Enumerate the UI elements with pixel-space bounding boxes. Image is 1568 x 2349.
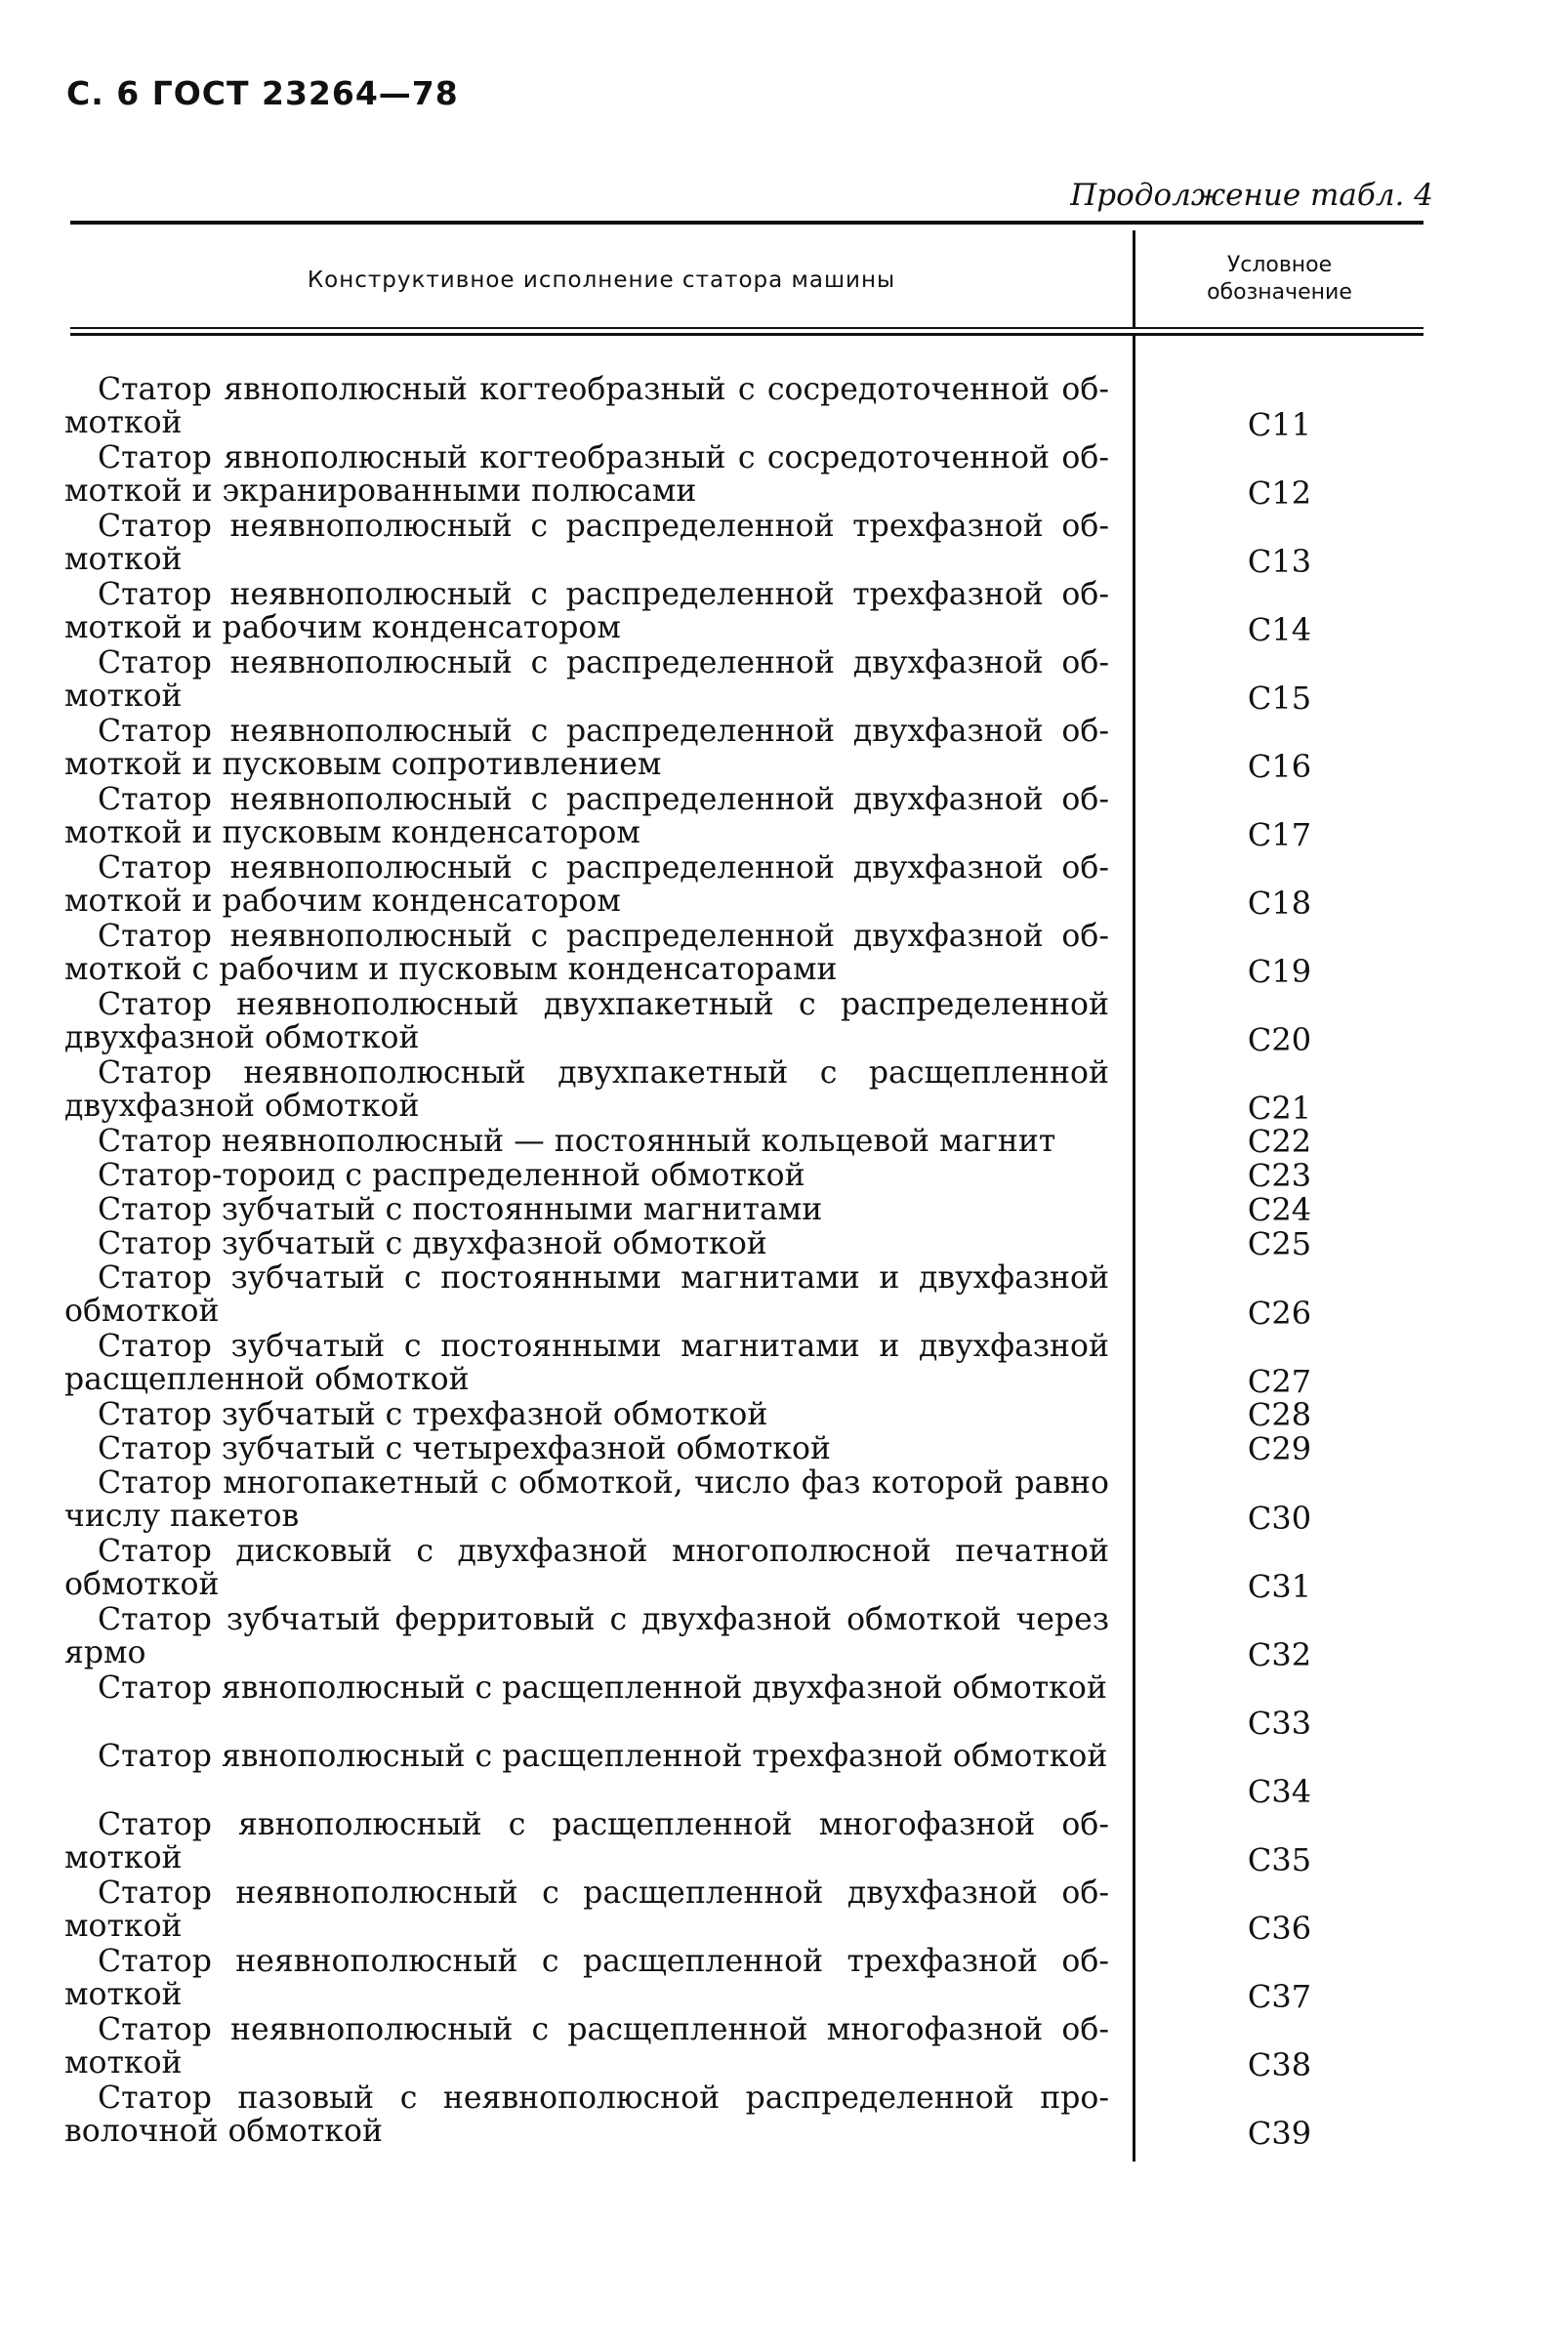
column-header-code-line1: Условное — [1226, 253, 1333, 277]
row-code: С39 — [1247, 2115, 1312, 2152]
table-row — [64, 715, 1424, 783]
row-description: Статор зубчатый с трехфазной обмоткой — [98, 1397, 768, 1432]
row-description: Статор неявнополюсный с распределенной двухфазной обмоткой с рабочим и пусковым конденсаторами — [64, 919, 1109, 987]
table-row — [64, 1603, 1424, 1671]
table-row — [64, 1671, 1424, 1740]
table-row — [64, 783, 1424, 851]
row-code: С26 — [1247, 1295, 1312, 1332]
row-description: Статор явнополюсный с расщепленной двухфазной обмоткой — [98, 1670, 1107, 1706]
table-row — [64, 988, 1424, 1056]
row-description: Статор зубчатый с постоянными магнитами и двухфазной обмоткой — [64, 1260, 1109, 1329]
row-description: Статор неявнополюсный с распределенной двухфазной обмоткой и пусковым конденсатором — [64, 782, 1109, 850]
row-code: С31 — [1247, 1568, 1312, 1605]
row-code: С33 — [1247, 1705, 1312, 1742]
row-description: Статор пазовый с неявнополюсной распределенной проволочной обмоткой — [64, 2081, 1109, 2149]
row-code: С24 — [1247, 1191, 1312, 1228]
row-code: С35 — [1247, 1841, 1312, 1878]
row-code: С15 — [1247, 680, 1312, 717]
row-description: Статор неявнополюсный с расщепленной трехфазной обмоткой — [64, 1944, 1109, 2012]
table-row — [64, 1535, 1424, 1603]
table-top-rule — [70, 221, 1424, 225]
table-row — [64, 1398, 1424, 1432]
table-row — [64, 1740, 1424, 1808]
row-code: С28 — [1247, 1396, 1312, 1433]
row-description: Статор неявнополюсный с распределенной трехфазной обмоткой — [64, 509, 1109, 577]
table-row — [64, 1330, 1424, 1398]
row-description: Статор многопакетный с обмоткой, число фаз которой равно числу пакетов — [64, 1465, 1109, 1534]
row-code: С22 — [1247, 1123, 1312, 1160]
row-description: Статор зубчатый с постоянными магнитами — [98, 1192, 823, 1227]
table-row — [64, 1945, 1424, 2013]
row-description: Статор неявнополюсный — постоянный кольцевой магнит — [98, 1124, 1056, 1159]
row-description: Статор-тороид с распределенной обмоткой — [98, 1158, 805, 1193]
row-code: С23 — [1247, 1157, 1312, 1194]
table-row — [64, 510, 1424, 578]
row-code: С12 — [1247, 474, 1312, 512]
table-row — [64, 920, 1424, 988]
row-code: С11 — [1247, 406, 1312, 443]
table-row — [64, 2081, 1424, 2150]
row-code: С19 — [1247, 953, 1312, 990]
row-description: Статор явнополюсный когтеобразный с сосредоточенной обмоткой и экранированными полюсами — [64, 440, 1109, 509]
table-row — [64, 441, 1424, 510]
row-description: Статор неявнополюсный с распределенной двухфазной обмоткой и рабочим конденсатором — [64, 850, 1109, 919]
table-row — [64, 1261, 1424, 1330]
row-code: С27 — [1247, 1363, 1312, 1400]
row-description: Статор неявнополюсный с расщепленной двухфазной обмоткой — [64, 1875, 1109, 1944]
row-description: Статор неявнополюсный с распределенной двухфазной обмоткой и пусковым сопротивлением — [64, 714, 1109, 782]
table-row — [64, 851, 1424, 920]
row-code: С29 — [1247, 1430, 1312, 1467]
row-code: С30 — [1247, 1500, 1312, 1537]
row-code: С36 — [1247, 1910, 1312, 1947]
row-description: Статор явнополюсный когтеобразный с сосредоточенной обмоткой — [64, 372, 1109, 440]
table-row — [64, 1056, 1424, 1125]
table-row — [64, 1159, 1424, 1193]
table-row — [64, 1432, 1424, 1466]
row-code: С20 — [1247, 1021, 1312, 1058]
table-row — [64, 1125, 1424, 1159]
row-code: С38 — [1247, 2046, 1312, 2083]
table-row — [64, 1227, 1424, 1261]
row-description: Статор зубчатый с постоянными магнитами и двухфазной расщепленной обмоткой — [64, 1329, 1109, 1397]
row-description: Статор неявнополюсный с распределенной двухфазной обмоткой — [64, 645, 1109, 714]
table-row — [64, 646, 1424, 715]
row-code: С32 — [1247, 1636, 1312, 1673]
table-body — [64, 373, 1424, 2150]
table-row — [64, 578, 1424, 646]
page-header: С. 6 ГОСТ 23264—78 — [66, 74, 459, 112]
table-row — [64, 2013, 1424, 2081]
row-description: Статор дисковый с двухфазной многополюсной печатной обмоткой — [64, 1534, 1109, 1602]
table-continuation-label: Продолжение табл. 4 — [1070, 178, 1433, 213]
row-description: Статор неявнополюсный двухпакетный с распределенной двухфазной обмоткой — [64, 987, 1109, 1055]
table-row — [64, 1193, 1424, 1227]
table-row — [64, 373, 1424, 441]
row-code: С34 — [1247, 1773, 1312, 1810]
row-description: Статор неявнополюсный двухпакетный с расщепленной двухфазной обмоткой — [64, 1055, 1109, 1124]
row-code: С37 — [1247, 1978, 1312, 2015]
row-description: Статор зубчатый с четырехфазной обмоткой — [98, 1431, 831, 1466]
row-description: Статор неявнополюсный с расщепленной многофазной обмоткой — [64, 2012, 1109, 2081]
row-description: Статор неявнополюсный с распределенной трехфазной обмоткой и рабочим конденсатором — [64, 577, 1109, 645]
row-description: Статор явнополюсный с расщепленной многофазной обмоткой — [64, 1807, 1109, 1875]
row-code: С13 — [1247, 543, 1312, 580]
row-code: С18 — [1247, 885, 1312, 922]
table-row — [64, 1876, 1424, 1945]
table-row — [64, 1466, 1424, 1535]
row-code: С16 — [1247, 748, 1312, 785]
row-code: С25 — [1247, 1225, 1312, 1262]
header-rule-double — [70, 333, 1424, 336]
row-description: Статор зубчатый с двухфазной обмоткой — [98, 1226, 767, 1261]
table-row — [64, 1808, 1424, 1876]
header-rule — [70, 327, 1424, 329]
row-description: Статор зубчатый ферритовый с двухфазной обмоткой через ярмо — [64, 1602, 1109, 1670]
row-code: С21 — [1247, 1090, 1312, 1127]
column-header-description: Конструктивное исполнение статора машины — [307, 268, 896, 293]
column-header-code-line2: обозначение — [1207, 280, 1352, 305]
column-header-code — [1135, 252, 1424, 307]
row-description: Статор явнополюсный с расщепленной трехфазной обмоткой — [98, 1739, 1108, 1774]
row-code: С17 — [1247, 816, 1312, 853]
row-code: С14 — [1247, 611, 1312, 648]
